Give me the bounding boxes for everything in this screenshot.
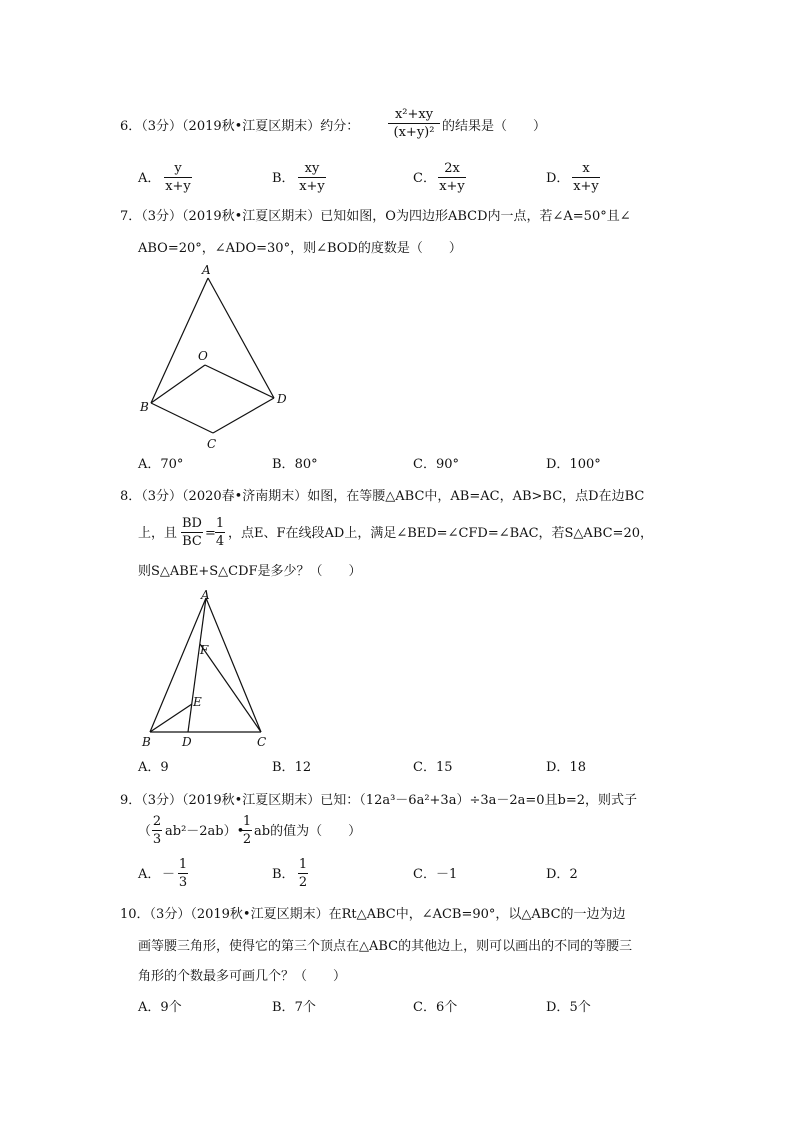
- vertex-label-d: D: [277, 392, 287, 406]
- q9-line-2-suffix: ab的值为（ ）: [254, 824, 362, 839]
- frac-denominator: 3: [152, 832, 162, 847]
- vertex-label-a: A: [201, 588, 210, 602]
- q6-stem-prefix: 6．（3分）（2019秋•江夏区期末）约分：: [120, 119, 360, 134]
- option-text: 5个: [569, 1000, 591, 1015]
- q10-line-3: 角形的个数最多可画几个？（ ）: [138, 969, 347, 984]
- q9-option-d[interactable]: [546, 868, 578, 881]
- q8-option-a[interactable]: [138, 761, 169, 774]
- option-text: 9个: [160, 1000, 182, 1015]
- edge-bc: [151, 403, 213, 433]
- option-label: C．: [413, 171, 436, 186]
- option-text: 6个: [435, 1000, 458, 1015]
- frac-denominator: 2: [242, 832, 252, 847]
- option-denominator: x+y: [439, 179, 465, 194]
- q8-line-3: 则S△ABE+S△CDF是多少？（ ）: [138, 564, 362, 579]
- option-label: D．: [546, 457, 570, 472]
- option-text: 70°: [160, 457, 184, 472]
- option-text: 2: [569, 867, 578, 882]
- option-text: 18: [569, 760, 586, 775]
- q7-line-2: ABO=20°，∠ADO=30°，则∠BOD的度数是（ ）: [138, 241, 462, 256]
- q9-open-paren: （: [138, 824, 152, 839]
- edge-ad: [208, 278, 274, 398]
- point-label-d: D: [182, 735, 192, 749]
- q9-line-2-mid: ab²－2ab）•: [165, 824, 245, 839]
- q9-option-c[interactable]: [413, 868, 457, 881]
- q7-option-d[interactable]: [546, 458, 601, 471]
- frac-numerator: 1: [215, 516, 225, 531]
- q10-option-c[interactable]: [413, 1001, 457, 1014]
- q7-figure-quadrilateral: [135, 258, 305, 453]
- vertex-label-c: C: [257, 735, 267, 749]
- option-label: A．: [138, 867, 161, 882]
- vertex-label-b: B: [140, 400, 149, 414]
- vertex-label-c: C: [207, 437, 217, 451]
- option-fraction: [438, 162, 466, 193]
- option-numerator: x: [582, 161, 590, 176]
- q7-option-a[interactable]: [138, 458, 183, 471]
- option-text: 90°: [435, 457, 459, 472]
- frac-numerator: 1: [242, 814, 252, 829]
- q6-stem-suffix: 的结果是（ ）: [442, 119, 547, 134]
- q8-option-b[interactable]: [272, 761, 311, 774]
- option-label: C．: [413, 760, 436, 775]
- option-numerator: 1: [178, 857, 188, 872]
- q9-line-1: 9．（3分）（2019秋•江夏区期末）已知：（12a³－6a²+3a）÷3a－2a=0且b=2，则式子: [120, 793, 638, 808]
- option-denominator: x+y: [165, 179, 191, 194]
- option-fraction: [298, 162, 326, 193]
- option-numerator: xy: [304, 161, 320, 176]
- q10-line-2: 画等腰三角形，使得它的第三个顶点在△ABC的其他边上，则可以画出的不同的等腰三: [138, 939, 633, 954]
- option-fraction: [164, 162, 192, 193]
- q8-equals: =: [205, 526, 216, 541]
- q8-line-2-prefix: 上，且: [138, 526, 178, 541]
- frac-denominator: 4: [215, 534, 225, 549]
- option-fraction: [298, 858, 308, 889]
- option-label: D．: [546, 760, 570, 775]
- q6-frac-numerator: x²+xy: [394, 107, 434, 122]
- option-label: A．: [138, 1000, 161, 1015]
- option-label: D．: [546, 171, 570, 186]
- q8-option-c[interactable]: [413, 761, 453, 774]
- option-label: A．: [138, 760, 161, 775]
- vertex-label-b: B: [142, 735, 151, 749]
- segment-od: [205, 365, 274, 398]
- option-label: D．: [546, 1000, 570, 1015]
- frac-denominator: BC: [182, 534, 202, 549]
- option-label: B．: [272, 457, 295, 472]
- q9-fraction-two-thirds: [152, 815, 162, 846]
- option-text: 12: [294, 760, 312, 775]
- option-numerator: y: [174, 161, 182, 176]
- option-label: B．: [272, 171, 295, 186]
- q6-main-fraction: [388, 108, 440, 139]
- frac-numerator: BD: [182, 516, 202, 531]
- option-text: 7个: [294, 1000, 316, 1015]
- point-label-f: F: [200, 643, 209, 657]
- option-text: 100°: [569, 457, 601, 472]
- option-denominator: 2: [298, 875, 308, 890]
- option-label: B．: [272, 867, 295, 882]
- option-fraction: [572, 162, 600, 193]
- q10-option-d[interactable]: [546, 1001, 591, 1014]
- option-label: A．: [138, 457, 161, 472]
- q8-fraction-bd-bc: [181, 517, 203, 548]
- edge-cd: [213, 398, 274, 433]
- option-label: C．: [413, 1000, 436, 1015]
- q10-option-a[interactable]: [138, 1001, 182, 1014]
- q8-figure-isosceles-triangle: [135, 586, 280, 751]
- q7-line-1: 7．（3分）（2019秋•江夏区期末）已知如图，O为四边形ABCD内一点，若∠A=50°且∠: [120, 209, 631, 224]
- q7-option-b[interactable]: [272, 458, 318, 471]
- option-label: D．: [546, 867, 570, 882]
- edge-ab: [151, 278, 208, 403]
- option-text: 80°: [294, 457, 318, 472]
- q6-frac-denominator: (x+y)²: [393, 125, 435, 140]
- option-denominator: x+y: [299, 179, 325, 194]
- q9-fraction-one-half: [242, 815, 252, 846]
- option-fraction: [178, 858, 188, 889]
- option-denominator: 3: [178, 875, 188, 890]
- option-text: －1: [435, 867, 458, 882]
- q8-line-2-suffix: ，点E、F在线段AD上，满足∠BED=∠CFD=∠BAC，若S△ABC=20，: [228, 526, 653, 541]
- point-label-e: E: [193, 695, 202, 709]
- option-text: 15: [435, 760, 453, 775]
- q7-option-c[interactable]: [413, 458, 459, 471]
- option-numerator: 1: [298, 857, 308, 872]
- option-denominator: x+y: [573, 179, 599, 194]
- vertex-label-a: A: [202, 263, 211, 277]
- frac-numerator: 2: [152, 814, 162, 829]
- option-label: A．: [138, 171, 161, 186]
- vertex-label-o: O: [198, 349, 208, 363]
- option-sign: －: [162, 867, 176, 882]
- option-label: C．: [413, 457, 436, 472]
- option-label: B．: [272, 760, 295, 775]
- option-label: B．: [272, 1000, 295, 1015]
- q8-option-d[interactable]: [546, 761, 586, 774]
- option-label: C．: [413, 867, 436, 882]
- q8-line-1: 8．（3分）（2020春•济南期末）如图，在等腰△ABC中，AB=AC，AB>BC，点D在边BC: [120, 489, 645, 504]
- option-numerator: 2x: [444, 161, 460, 176]
- q8-fraction-one-quarter: [215, 517, 225, 548]
- option-text: 9: [160, 760, 169, 775]
- q10-option-b[interactable]: [272, 1001, 316, 1014]
- q10-line-1: 10．（3分）（2019秋•江夏区期末）在Rt△ABC中，∠ACB=90°，以△ABC的一边为边: [120, 907, 626, 922]
